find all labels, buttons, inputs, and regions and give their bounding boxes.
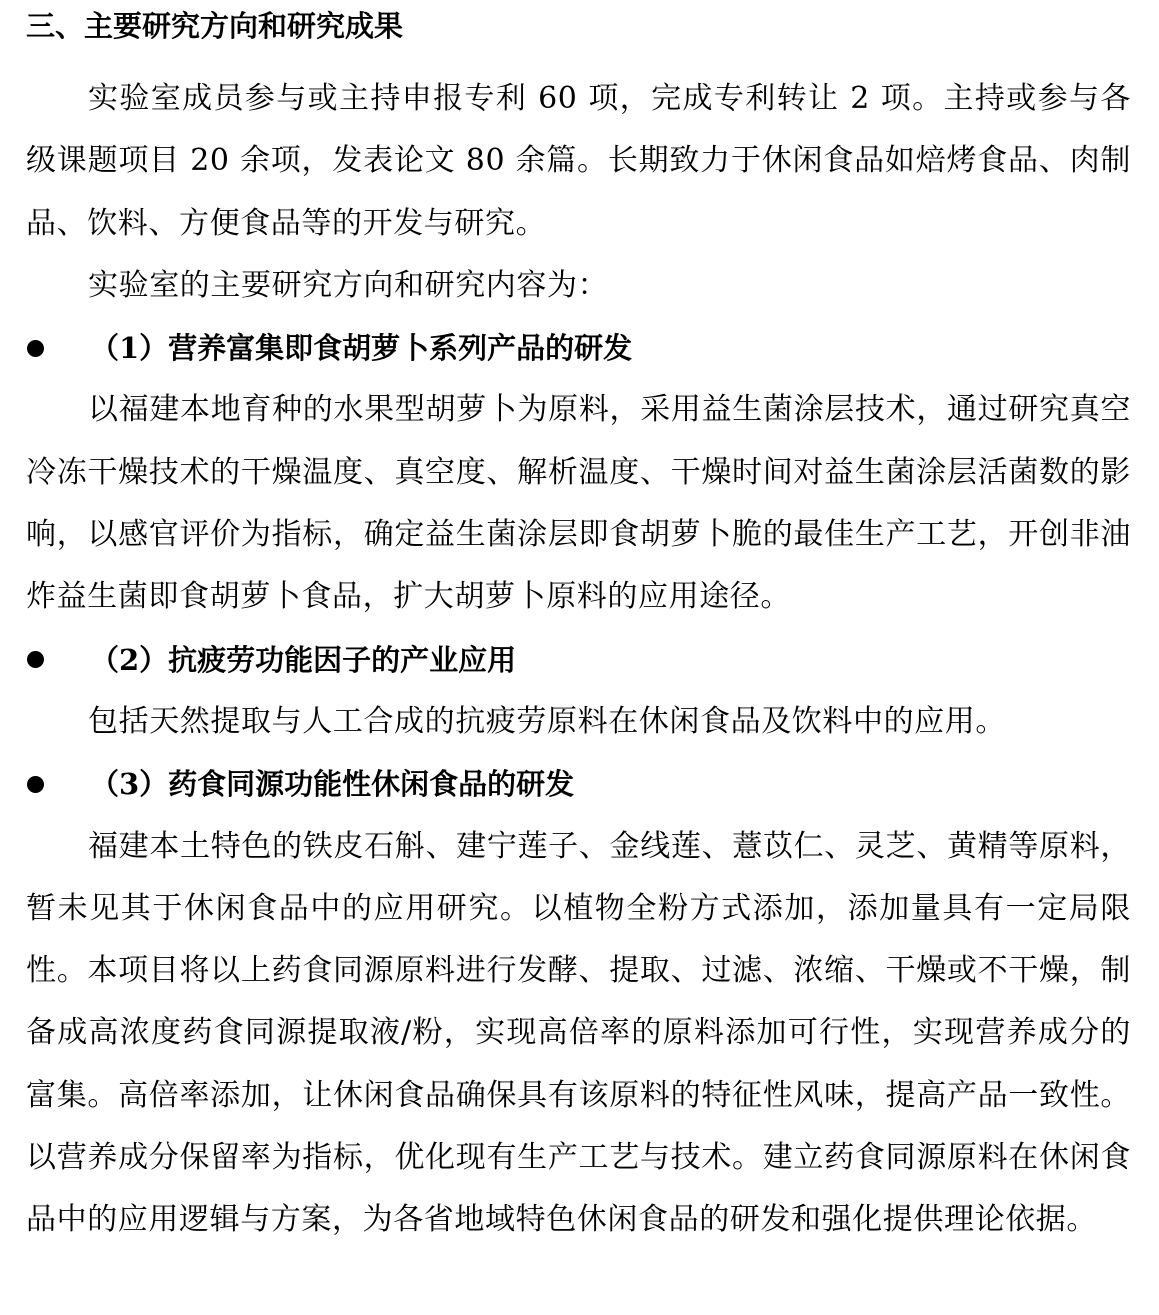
direction-3-title: （3）药食同源功能性休闲食品的研发 bbox=[90, 767, 575, 802]
bullet-dot-icon bbox=[27, 651, 44, 668]
intro-paragraph: 实验室成员参与或主持申报专利 60 项，完成专利转让 2 项。主持或参与各级课题项目 20 余项，发表论文 80 余篇。长期致力于休闲食品如焙烤食品、肉制品、饮料、方便食品等的开发与研究。 bbox=[26, 81, 1131, 241]
direction-2-description: 包括天然提取与人工合成的抗疲劳原料在休闲食品及饮料中的应用。 bbox=[88, 703, 1006, 739]
bullet-dot-icon bbox=[27, 776, 44, 793]
direction-2-title: （2）抗疲劳功能因子的产业应用 bbox=[90, 642, 517, 677]
direction-1-description: 以福建本地育种的水果型胡萝卜为原料，采用益生菌涂层技术，通过研究真空冷冻干燥技术的干燥温度、真空度、解析温度、干燥时间对益生菌涂层活菌数的影响，以感官评价为指标，确定益生菌涂层即食胡萝卜脆的最佳生产工艺，开创非油炸益生菌即食胡萝卜食品，扩大胡萝卜原料的应用途径。 bbox=[26, 392, 1131, 615]
section-heading: 三、主要研究方向和研究成果 bbox=[26, 9, 404, 43]
direction-2-heading bbox=[26, 629, 1131, 691]
direction-1-title: （1）营养富集即食胡萝卜系列产品的研发 bbox=[90, 331, 633, 366]
directions-intro: 实验室的主要研究方向和研究内容为： bbox=[88, 267, 609, 303]
direction-3-description: 福建本土特色的铁皮石斛、建宁莲子、金线莲、薏苡仁、灵芝、黄精等原料，暂未见其于休闲食品中的应用研究。以植物全粉方式添加，添加量具有一定局限性。本项目将以上药食同源原料进行发酵、提取、过滤、浓缩、干燥或不干燥，制备成高浓度药食同源提取液/粉，实现高倍率的原料添加可行性，实现营养成分的富集。高倍率添加，让休闲食品确保具有该原料的特征性风味，提高产品一致性。以营养成分保留率为指标，优化现有生产工艺与技术。建立药食同源原料在休闲食品中的应用逻辑与方案，为各省地域特色休闲食品的研发和强化提供理论依据。 bbox=[26, 828, 1131, 1238]
bullet-dot-icon bbox=[27, 340, 44, 357]
direction-1-heading bbox=[26, 317, 1131, 379]
direction-3-heading bbox=[26, 753, 1131, 815]
